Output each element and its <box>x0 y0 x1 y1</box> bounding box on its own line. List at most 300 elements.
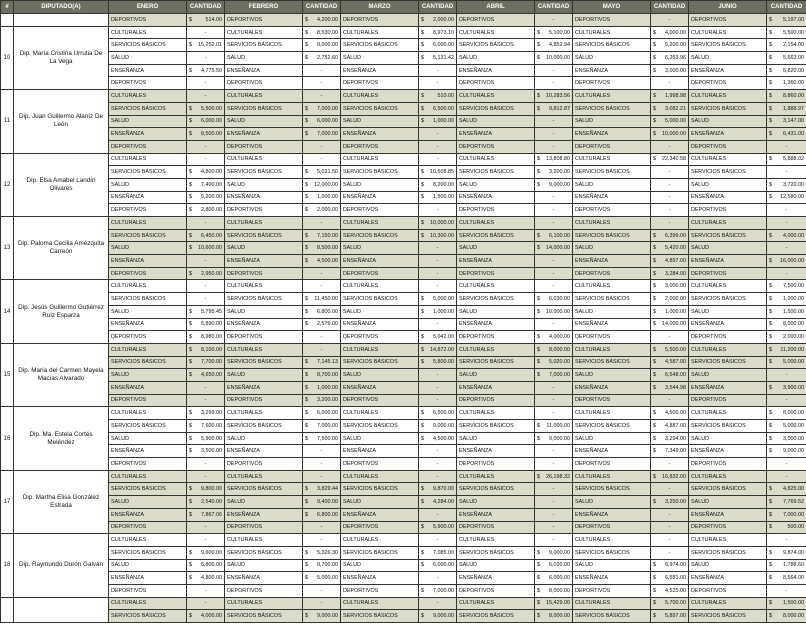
amount-cell: - <box>535 483 573 496</box>
amount-cell: - <box>303 267 341 280</box>
category-cell: CULTURALES <box>689 90 767 103</box>
amount-value: 7,000.00 <box>549 372 570 379</box>
amount-cell: - <box>419 381 457 394</box>
currency-sign: $ <box>653 410 656 417</box>
amount-cell: - <box>767 217 806 230</box>
category-cell: ENSEÑANZA <box>457 128 535 141</box>
amount-value: 10,508.85 <box>430 169 454 176</box>
amount-cell <box>303 559 341 572</box>
amount-value: 12,580.00 <box>780 194 804 201</box>
currency-sign: $ <box>537 232 540 239</box>
amount-cell <box>303 432 341 445</box>
category-cell: SALUD <box>573 305 651 318</box>
amount-cell: - <box>651 191 689 204</box>
header-cantidad: CANTIDAD <box>767 1 806 14</box>
category-cell: SERVICIOS BÁSICOS <box>689 610 767 623</box>
table-row <box>1 14 806 27</box>
category-cell: CULTURALES <box>573 343 651 356</box>
amount-cell: - <box>303 521 341 534</box>
amount-cell <box>419 407 457 420</box>
currency-sign: $ <box>421 346 424 353</box>
category-cell: SALUD <box>109 432 187 445</box>
table-row <box>1 534 806 547</box>
category-cell: ENSEÑANZA <box>225 191 303 204</box>
currency-sign: $ <box>305 169 308 176</box>
currency-sign: $ <box>537 295 540 302</box>
currency-sign: $ <box>769 54 772 61</box>
currency-sign: $ <box>189 131 192 138</box>
amount-cell <box>187 331 225 344</box>
table-row <box>1 458 806 471</box>
amount-cell: - <box>303 153 341 166</box>
category-cell: DEPORTIVOS <box>689 140 767 153</box>
currency-sign: $ <box>653 384 656 391</box>
amount-value: 5,000.00 <box>317 575 338 582</box>
amount-value: 9,874.00 <box>783 549 804 556</box>
currency-sign: $ <box>305 397 308 404</box>
category-cell: SERVICIOS BÁSICOS <box>109 102 187 115</box>
amount-value: 7,500.00 <box>783 283 804 290</box>
currency-sign: $ <box>421 219 424 226</box>
currency-sign: $ <box>305 486 308 493</box>
category-cell: ENSEÑANZA <box>109 445 187 458</box>
amount-cell <box>767 153 806 166</box>
currency-sign: $ <box>305 308 308 315</box>
table-row <box>1 483 806 496</box>
amount-value: 10,283.56 <box>546 92 570 99</box>
category-cell: CULTURALES <box>341 153 419 166</box>
currency-sign: $ <box>189 435 192 442</box>
amount-value: 7,867.06 <box>201 511 222 518</box>
amount-cell: - <box>535 445 573 458</box>
category-cell: SALUD <box>341 52 419 65</box>
category-cell: DEPORTIVOS <box>341 140 419 153</box>
header-month-marzo: MARZO <box>341 1 419 14</box>
category-cell: SERVICIOS BÁSICOS <box>457 610 535 623</box>
currency-sign: $ <box>537 600 540 607</box>
category-cell: SALUD <box>109 242 187 255</box>
amount-value: 5,200.00 <box>201 194 222 201</box>
category-cell: DEPORTIVOS <box>573 77 651 90</box>
currency-sign: $ <box>769 194 772 201</box>
currency-sign: $ <box>537 473 540 480</box>
amount-cell <box>187 420 225 433</box>
deputy-number: 14 <box>1 280 14 343</box>
amount-cell <box>535 432 573 445</box>
amount-value: 14,872.00 <box>430 346 454 353</box>
amount-value: 7,000.00 <box>433 587 454 594</box>
deputy-name: Dip. Martha Elisa González Estrada <box>14 470 109 533</box>
currency-sign: $ <box>189 270 192 277</box>
category-cell: SALUD <box>689 496 767 509</box>
amount-cell <box>651 26 689 39</box>
category-cell: SERVICIOS BÁSICOS <box>225 610 303 623</box>
currency-sign: $ <box>653 308 656 315</box>
amount-cell: - <box>419 204 457 217</box>
category-cell: ENSEÑANZA <box>225 318 303 331</box>
category-cell: SERVICIOS BÁSICOS <box>573 483 651 496</box>
category-cell: SALUD <box>109 115 187 128</box>
amount-cell <box>419 14 457 27</box>
category-cell: CULTURALES <box>225 26 303 39</box>
amount-value: 7,000.00 <box>317 105 338 112</box>
deputy-number: 16 <box>1 407 14 470</box>
table-row <box>1 26 806 39</box>
deputy-number <box>1 597 14 622</box>
category-cell: ENSEÑANZA <box>457 445 535 458</box>
amount-cell: - <box>535 140 573 153</box>
deputy-name: Dip. Raymundo Durón Galván <box>14 534 109 597</box>
currency-sign: $ <box>653 131 656 138</box>
category-cell: SERVICIOS BÁSICOS <box>457 293 535 306</box>
amount-cell <box>767 77 806 90</box>
header-num: # <box>1 1 14 14</box>
amount-cell <box>535 356 573 369</box>
currency-sign: $ <box>421 42 424 49</box>
amount-cell: - <box>651 166 689 179</box>
amount-value: 500.00 <box>787 524 804 531</box>
amount-cell: - <box>767 140 806 153</box>
category-cell: SERVICIOS BÁSICOS <box>225 546 303 559</box>
header-cantidad: CANTIDAD <box>651 1 689 14</box>
amount-cell <box>303 483 341 496</box>
currency-sign: $ <box>421 410 424 417</box>
amount-value: 5,500.00 <box>665 346 686 353</box>
amount-cell: - <box>419 572 457 585</box>
amount-value: 2,154.00 <box>783 42 804 49</box>
currency-sign: $ <box>769 283 772 290</box>
category-cell: SALUD <box>573 115 651 128</box>
category-cell: SERVICIOS BÁSICOS <box>457 166 535 179</box>
table-row <box>1 369 806 382</box>
currency-sign: $ <box>537 422 540 429</box>
category-cell: ENSEÑANZA <box>225 445 303 458</box>
amount-cell <box>419 432 457 445</box>
amount-value: 6,263.96 <box>665 54 686 61</box>
amount-cell <box>419 331 457 344</box>
currency-sign: $ <box>769 42 772 49</box>
amount-cell <box>187 191 225 204</box>
amount-cell <box>303 52 341 65</box>
category-cell: CULTURALES <box>689 153 767 166</box>
amount-cell <box>535 153 573 166</box>
amount-value: 9,000.00 <box>317 42 338 49</box>
amount-cell: - <box>187 153 225 166</box>
amount-value: 9,870.00 <box>433 486 454 493</box>
amount-cell: - <box>187 470 225 483</box>
currency-sign: $ <box>189 372 192 379</box>
amount-value: 3,900.00 <box>783 384 804 391</box>
category-cell: SERVICIOS BÁSICOS <box>573 102 651 115</box>
amount-cell <box>535 331 573 344</box>
amount-cell <box>767 597 806 610</box>
amount-cell: - <box>535 128 573 141</box>
category-cell: ENSEÑANZA <box>573 64 651 77</box>
category-cell: SERVICIOS BÁSICOS <box>225 229 303 242</box>
category-cell: SALUD <box>225 115 303 128</box>
amount-cell: - <box>303 217 341 230</box>
table-row <box>1 153 806 166</box>
category-cell: CULTURALES <box>341 90 419 103</box>
currency-sign: $ <box>769 359 772 366</box>
category-cell: DEPORTIVOS <box>341 331 419 344</box>
amount-cell: - <box>187 521 225 534</box>
category-cell: CULTURALES <box>573 470 651 483</box>
amount-cell <box>767 420 806 433</box>
amount-cell <box>187 432 225 445</box>
amount-cell: - <box>767 458 806 471</box>
category-cell: SALUD <box>457 115 535 128</box>
currency-sign: $ <box>653 156 656 163</box>
amount-value: 6,581.00 <box>665 575 686 582</box>
table-row <box>1 90 806 103</box>
table-row <box>1 508 806 521</box>
category-cell: SERVICIOS BÁSICOS <box>689 293 767 306</box>
category-cell: ENSEÑANZA <box>225 508 303 521</box>
category-cell: DEPORTIVOS <box>573 204 651 217</box>
amount-cell <box>187 445 225 458</box>
currency-sign: $ <box>537 334 540 341</box>
amount-value: 7,150.00 <box>317 232 338 239</box>
amount-cell: - <box>535 115 573 128</box>
amount-cell <box>535 343 573 356</box>
table-row <box>1 546 806 559</box>
currency-sign: $ <box>189 16 192 23</box>
amount-value: 9,812.87 <box>549 105 570 112</box>
amount-cell <box>535 26 573 39</box>
category-cell: ENSEÑANZA <box>573 572 651 585</box>
amount-value: 4,897.00 <box>665 257 686 264</box>
amount-cell <box>419 496 457 509</box>
deputy-name <box>14 597 109 622</box>
currency-sign: $ <box>189 207 192 214</box>
category-cell: SALUD <box>225 178 303 191</box>
table-row <box>1 584 806 597</box>
amount-cell: - <box>419 458 457 471</box>
currency-sign: $ <box>305 410 308 417</box>
amount-value: 4,650.00 <box>201 372 222 379</box>
amount-cell: - <box>187 26 225 39</box>
amount-cell <box>767 521 806 534</box>
amount-value: 4,525.00 <box>665 587 686 594</box>
currency-sign: $ <box>769 232 772 239</box>
category-cell: SALUD <box>689 115 767 128</box>
currency-sign: $ <box>305 207 308 214</box>
currency-sign: $ <box>537 613 540 620</box>
category-cell: ENSEÑANZA <box>225 64 303 77</box>
currency-sign: $ <box>421 613 424 620</box>
currency-sign: $ <box>421 232 424 239</box>
currency-sign: $ <box>769 131 772 138</box>
amount-cell <box>535 610 573 623</box>
amount-value: 15,429.00 <box>546 600 570 607</box>
category-cell: DEPORTIVOS <box>341 521 419 534</box>
amount-cell <box>187 343 225 356</box>
category-cell: CULTURALES <box>573 407 651 420</box>
amount-cell: - <box>767 204 806 217</box>
amount-value: 14,000.00 <box>662 321 686 328</box>
category-cell: SALUD <box>689 242 767 255</box>
category-cell: CULTURALES <box>109 470 187 483</box>
table-row <box>1 166 806 179</box>
category-cell: DEPORTIVOS <box>109 204 187 217</box>
amount-value: 16,832.00 <box>662 473 686 480</box>
amount-value: 4,000.00 <box>665 29 686 36</box>
currency-sign: $ <box>305 384 308 391</box>
amount-value: 5,100.00 <box>549 29 570 36</box>
amount-value: 4,887.00 <box>665 422 686 429</box>
amount-cell <box>535 90 573 103</box>
category-cell: DEPORTIVOS <box>689 77 767 90</box>
category-cell: SALUD <box>457 369 535 382</box>
category-cell: SALUD <box>109 496 187 509</box>
category-cell: ENSEÑANZA <box>689 318 767 331</box>
amount-cell <box>767 115 806 128</box>
amount-value: 4,800.00 <box>201 575 222 582</box>
deputy-name: Dip. Paloma Cecilia Amézquita Carreón <box>14 217 109 280</box>
amount-cell <box>767 572 806 585</box>
amount-value: 8,980.00 <box>201 334 222 341</box>
amount-value: 8,000.00 <box>549 613 570 620</box>
header-month-mayo: MAYO <box>573 1 651 14</box>
category-cell: CULTURALES <box>457 26 535 39</box>
amount-cell: - <box>187 534 225 547</box>
amount-cell <box>419 115 457 128</box>
amount-value: 11,450.00 <box>314 295 338 302</box>
amount-cell <box>651 242 689 255</box>
amount-cell <box>419 39 457 52</box>
amount-cell <box>535 242 573 255</box>
currency-sign: $ <box>537 308 540 315</box>
amount-cell <box>651 496 689 509</box>
amount-value: 10,000.00 <box>430 219 454 226</box>
category-cell: CULTURALES <box>341 597 419 610</box>
currency-sign: $ <box>769 511 772 518</box>
amount-cell: - <box>187 255 225 268</box>
currency-sign: $ <box>421 524 424 531</box>
currency-sign: $ <box>189 448 192 455</box>
category-cell: CULTURALES <box>341 343 419 356</box>
category-cell: SALUD <box>109 369 187 382</box>
amount-value: 3,000.00 <box>665 67 686 74</box>
amount-cell: - <box>535 77 573 90</box>
category-cell: CULTURALES <box>457 534 535 547</box>
amount-cell: - <box>187 394 225 407</box>
amount-cell <box>767 90 806 103</box>
category-cell: SALUD <box>573 242 651 255</box>
currency-sign: $ <box>421 118 424 125</box>
currency-sign: $ <box>189 334 192 341</box>
amount-cell <box>767 280 806 293</box>
category-cell: ENSEÑANZA <box>457 64 535 77</box>
amount-cell <box>419 584 457 597</box>
currency-sign: $ <box>769 410 772 417</box>
currency-sign: $ <box>189 169 192 176</box>
category-cell: DEPORTIVOS <box>457 394 535 407</box>
currency-sign: $ <box>189 321 192 328</box>
amount-value: 9,000.00 <box>783 448 804 455</box>
currency-sign: $ <box>769 257 772 264</box>
category-cell: CULTURALES <box>457 90 535 103</box>
currency-sign: $ <box>769 600 772 607</box>
category-cell: DEPORTIVOS <box>225 394 303 407</box>
currency-sign: $ <box>305 549 308 556</box>
amount-cell <box>651 407 689 420</box>
deputy-name <box>14 14 109 27</box>
amount-cell: - <box>187 52 225 65</box>
table-row <box>1 293 806 306</box>
amount-value: 10,000.00 <box>546 308 570 315</box>
category-cell: SERVICIOS BÁSICOS <box>225 356 303 369</box>
amount-cell <box>187 559 225 572</box>
amount-value: 5,890.00 <box>201 321 222 328</box>
currency-sign: $ <box>653 257 656 264</box>
amount-cell: - <box>535 521 573 534</box>
amount-cell <box>303 102 341 115</box>
amount-cell: - <box>651 546 689 559</box>
currency-sign: $ <box>421 295 424 302</box>
amount-cell: - <box>419 470 457 483</box>
amount-cell <box>419 420 457 433</box>
amount-cell <box>187 356 225 369</box>
amount-value: 4,500.00 <box>433 435 454 442</box>
amount-value: 3,720.00 <box>783 181 804 188</box>
currency-sign: $ <box>769 181 772 188</box>
category-cell: DEPORTIVOS <box>109 458 187 471</box>
category-cell: DEPORTIVOS <box>109 584 187 597</box>
amount-cell <box>303 229 341 242</box>
category-cell: SALUD <box>341 115 419 128</box>
category-cell: DEPORTIVOS <box>225 204 303 217</box>
amount-cell: - <box>651 178 689 191</box>
category-cell: CULTURALES <box>225 153 303 166</box>
amount-cell: - <box>419 242 457 255</box>
category-cell: DEPORTIVOS <box>341 77 419 90</box>
table-row <box>1 229 806 242</box>
amount-value: 9,700.00 <box>317 562 338 569</box>
amount-value: 4,000.00 <box>549 334 570 341</box>
amount-cell <box>187 572 225 585</box>
amount-cell: - <box>303 331 341 344</box>
category-cell: ENSEÑANZA <box>341 128 419 141</box>
currency-sign: $ <box>537 587 540 594</box>
currency-sign: $ <box>769 448 772 455</box>
category-cell: DEPORTIVOS <box>457 267 535 280</box>
category-cell: DEPORTIVOS <box>109 267 187 280</box>
amount-value: 1,788.60 <box>783 562 804 569</box>
category-cell: SERVICIOS BÁSICOS <box>573 610 651 623</box>
currency-sign: $ <box>189 498 192 505</box>
category-cell: ENSEÑANZA <box>689 191 767 204</box>
amount-value: 11,000.00 <box>546 422 570 429</box>
amount-cell <box>419 521 457 534</box>
amount-cell: - <box>767 267 806 280</box>
category-cell: SERVICIOS BÁSICOS <box>457 420 535 433</box>
currency-sign: $ <box>189 562 192 569</box>
amount-value: 7,349.00 <box>665 448 686 455</box>
category-cell: SERVICIOS BÁSICOS <box>109 39 187 52</box>
currency-sign: $ <box>189 181 192 188</box>
amount-cell <box>187 242 225 255</box>
amount-value: 5,888.02 <box>783 156 804 163</box>
amount-cell <box>767 381 806 394</box>
category-cell: SALUD <box>457 305 535 318</box>
currency-sign: $ <box>189 245 192 252</box>
amount-value: 6,000.00 <box>317 410 338 417</box>
amount-cell: - <box>419 318 457 331</box>
amount-value: 1,000.00 <box>433 118 454 125</box>
amount-value: 1,000.00 <box>783 295 804 302</box>
